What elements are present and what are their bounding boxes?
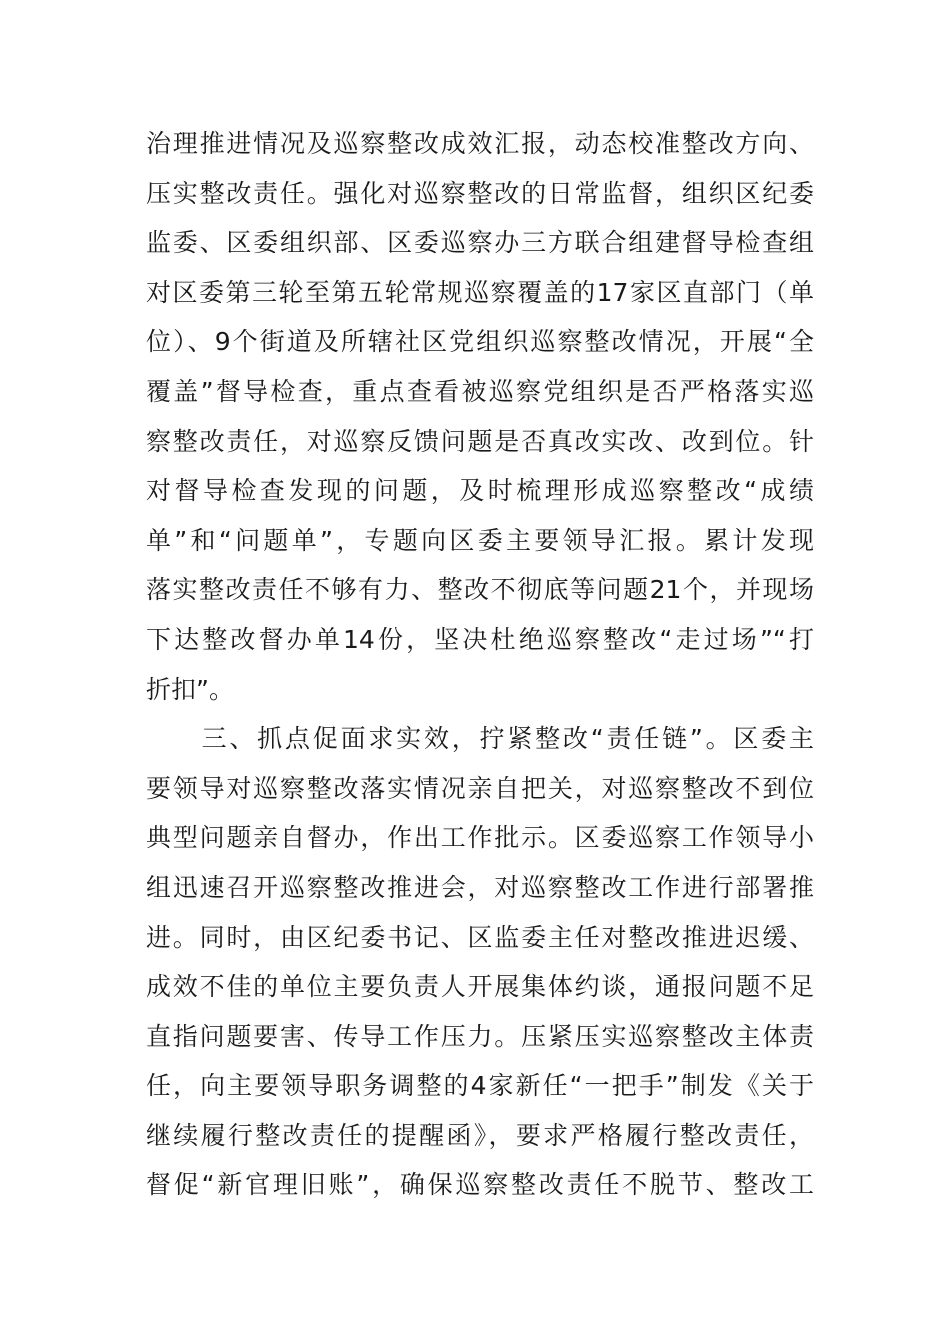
- text-line: 要领导对巡察整改落实情况亲自把关，对巡察整改不到位: [146, 773, 814, 803]
- text-line: 组迅速召开巡察整改推进会，对巡察整改工作进行部署推: [146, 872, 814, 902]
- text-line: 单”和“问题单”，专题向区委主要领导汇报。累计发现: [146, 525, 814, 555]
- text-line: 直指问题要害、传导工作压力。压紧压实巡察整改主体责: [146, 1021, 814, 1051]
- text-line: 典型问题亲自督办，作出工作批示。区委巡察工作领导小: [146, 823, 814, 853]
- text-line: 压实整改责任。强化对巡察整改的日常监督，组织区纪委: [146, 178, 814, 208]
- paragraph-end-line: 折扣”。: [146, 674, 234, 704]
- section-heading-line: 三、抓点促面求实效，拧紧整改“责任链”。区委主: [146, 724, 814, 754]
- text-line: 成效不佳的单位主要负责人开展集体约谈，通报问题不足: [146, 972, 814, 1002]
- text-line: 察整改责任，对巡察反馈问题是否真改实改、改到位。针: [146, 426, 814, 456]
- text-line: 继续履行整改责任的提醒函》，要求严格履行整改责任，: [146, 1120, 814, 1150]
- text-line: 监委、区委组织部、区委巡察办三方联合组建督导检查组: [146, 228, 814, 258]
- text-line: 对督导检查发现的问题，及时梳理形成巡察整改“成绩: [146, 476, 814, 506]
- text-line: 位）、9个街道及所辖社区党组织巡察整改情况，开展“全: [146, 327, 814, 357]
- text-line: 督促“新官理旧账”，确保巡察整改责任不脱节、整改工: [146, 1170, 814, 1200]
- text-line: 治理推进情况及巡察整改成效汇报，动态校准整改方向、: [146, 129, 814, 158]
- text-line: 覆盖”督导检查，重点查看被巡察党组织是否严格落实巡: [146, 376, 814, 406]
- text-line: 落实整改责任不够有力、整改不彻底等问题21个，并现场: [146, 575, 814, 605]
- text-line: 进。同时，由区纪委书记、区监委主任对整改推进迟缓、: [146, 922, 814, 952]
- text-line: 任，向主要领导职务调整的4家新任“一把手”制发《关于: [146, 1071, 814, 1101]
- body-text: [146, 119, 814, 1210]
- text-line: 对区委第三轮至第五轮常规巡察覆盖的17家区直部门（单: [146, 277, 814, 307]
- text-line: 下达整改督办单14份，坚决杜绝巡察整改“走过场”“打: [146, 624, 814, 654]
